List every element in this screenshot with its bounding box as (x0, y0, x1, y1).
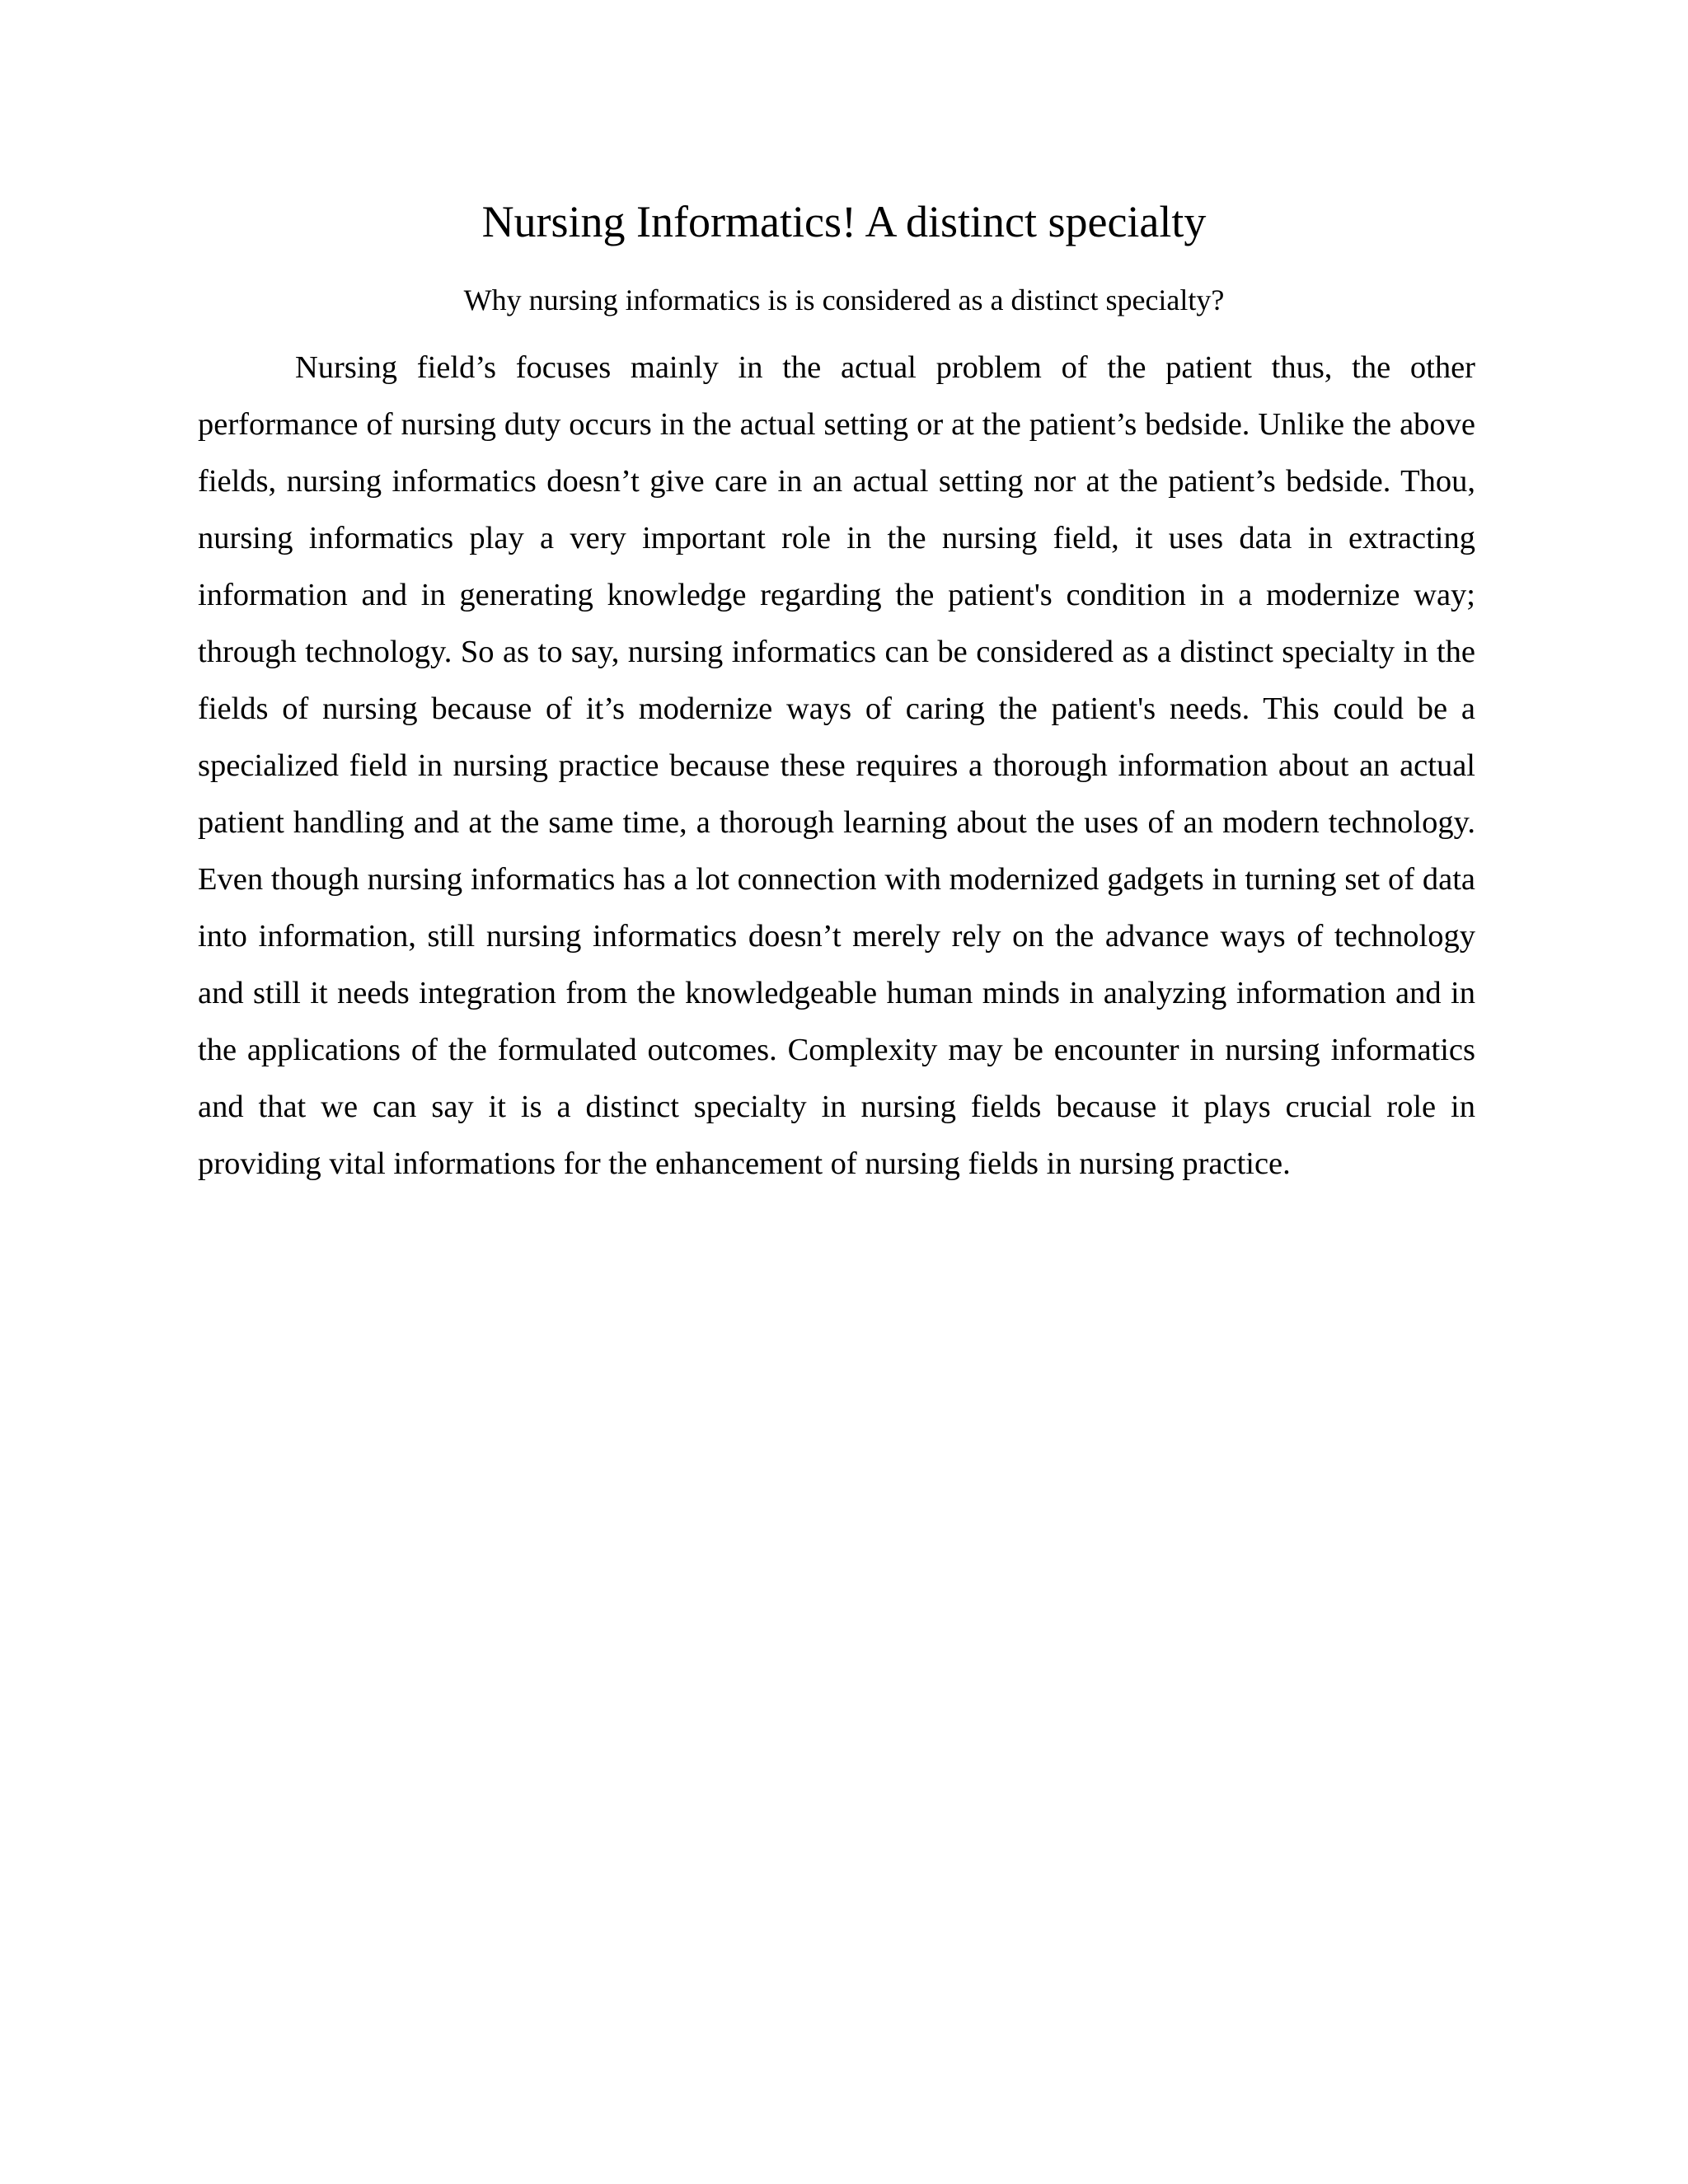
document-subtitle: Why nursing informatics is is considered as a distinct specialty? (463, 284, 1225, 316)
body-paragraph: Nursing field’s focuses mainly in the actual problem of the patient thus, the other performance of nursing duty occurs in the actual setting or at the patient’s bedside. Unlike the above fields, nursing informatics doesn’t give care in an actual setting nor at the patient’s bedside. Thou, nursing informatics play a very important role in the nursing field, it uses data in extracting information and in generating knowledge regarding the patient's condition in a modernize way; through technology. So as to say, nursing informatics can be considered as a distinct specialty in the fields of nursing because of it’s modernize ways of caring the patient's needs. This could be a specialized field in nursing practice because these requires a thorough information about an actual patient handling and at the same time, a thorough learning about the uses of an modern technology. Even though nursing informatics has a lot connection with modernized gadgets in turning set of data into information, still nursing informatics doesn’t merely rely on the advance ways of technology and still it needs integration from the knowledgeable human minds in analyzing information and in the applications of the formulated outcomes. Complexity may be encounter in nursing informatics and that we can say it is a distinct specialty in nursing fields because it plays crucial role in providing vital informations for the enhancement of nursing fields in nursing practice. (198, 350, 1475, 1181)
document-title: Nursing Informatics! A distinct specialty (481, 197, 1207, 246)
